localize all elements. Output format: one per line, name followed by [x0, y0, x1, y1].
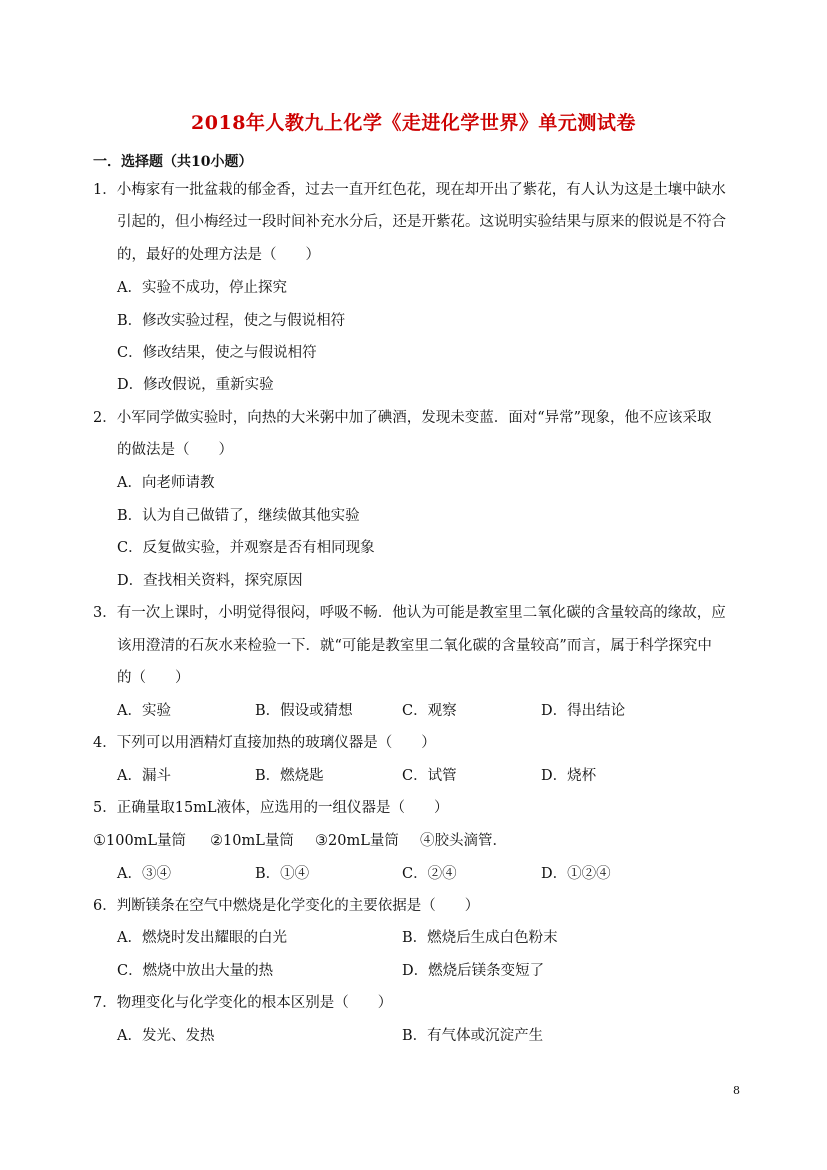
question-2-text: 2．小军同学做实验时，向热的大米粥中加了碘酒，发现未变蓝．面对“异常”现象，他不应该采取	[93, 410, 712, 426]
question-7-option-a: A．发光、发热	[117, 1028, 215, 1044]
question-4-option-a: A．漏斗	[117, 768, 171, 784]
question-1-option-b: B．修改实验过程，使之与假说相符	[117, 313, 346, 329]
question-1-text: 1．小梅家有一批盆栽的郁金香，过去一直开红色花，现在却开出了紫花，有人认为这是土壤中缺水	[93, 182, 726, 198]
question-5-item-1: ①100mL量筒	[93, 833, 187, 849]
question-5-item-2: ②10mL量筒	[210, 833, 294, 849]
page-number: 8	[733, 1084, 740, 1097]
question-2-option-c: C．反复做实验，并观察是否有相同现象	[117, 540, 375, 556]
section-heading: 一．选择题（共10小题）	[93, 154, 253, 170]
question-5-option-d: D．①②④	[541, 866, 611, 882]
question-6-option-a: A．燃烧时发出耀眼的白光	[117, 930, 287, 946]
question-5-option-c: C．②④	[402, 866, 457, 882]
question-4-option-c: C．试管	[402, 768, 457, 784]
question-7-option-b: B．有气体或沉淀产生	[402, 1028, 544, 1044]
question-5-option-b: B．①④	[255, 866, 310, 882]
question-1-option-c: C．修改结果，使之与假说相符	[117, 345, 317, 361]
question-7-text: 7．物理变化与化学变化的根本区别是（ ）	[93, 995, 393, 1011]
question-2-text-cont: 的做法是（ ）	[117, 442, 233, 458]
question-2-option-d: D．查找相关资料，探究原因	[117, 573, 303, 589]
question-5-item-4: ④胶头滴管．	[420, 833, 507, 849]
question-2-option-a: A．向老师请教	[117, 475, 215, 491]
question-4-option-d: D．烧杯	[541, 768, 597, 784]
question-3-option-d: D．得出结论	[541, 703, 626, 719]
question-6-option-c: C．燃烧中放出大量的热	[117, 963, 274, 979]
page-title: 2018年人教九上化学《走进化学世界》单元测试卷	[191, 112, 636, 134]
question-6-text: 6．判断镁条在空气中燃烧是化学变化的主要依据是（ ）	[93, 898, 480, 914]
question-3-option-c: C．观察	[402, 703, 457, 719]
question-5-option-a: A．③④	[117, 866, 171, 882]
question-6-option-d: D．燃烧后镁条变短了	[402, 963, 545, 979]
question-3-option-b: B．假设或猜想	[255, 703, 353, 719]
question-3-text-cont: 的（ ）	[117, 670, 190, 686]
question-5-item-3: ③20mL量筒	[315, 833, 399, 849]
question-4-option-b: B．燃烧匙	[255, 768, 324, 784]
question-1-option-d: D．修改假说，重新实验	[117, 377, 274, 393]
question-2-option-b: B．认为自己做错了，继续做其他实验	[117, 508, 360, 524]
question-1-text-cont: 的，最好的处理方法是（ ）	[117, 247, 320, 263]
question-3-text-cont: 该用澄清的石灰水来检验一下．就“可能是教室里二氧化碳的含量较高”而言，属于科学探究中	[117, 638, 712, 654]
question-5-text: 5．正确量取15mL液体，应选用的一组仪器是（ ）	[93, 800, 449, 816]
question-3-text: 3．有一次上课时，小明觉得很闷，呼吸不畅．他认为可能是教室里二氧化碳的含量较高的缘故，应	[93, 605, 726, 621]
question-1-option-a: A．实验不成功，停止探究	[117, 280, 287, 296]
question-1-text-cont: 引起的，但小梅经过一段时间补充水分后，还是开紫花。这说明实验结果与原来的假说是不符合	[117, 214, 726, 230]
question-3-option-a: A．实验	[117, 703, 171, 719]
question-6-option-b: B．燃烧后生成白色粉末	[402, 930, 558, 946]
question-4-text: 4．下列可以用酒精灯直接加热的玻璃仪器是（ ）	[93, 735, 436, 751]
